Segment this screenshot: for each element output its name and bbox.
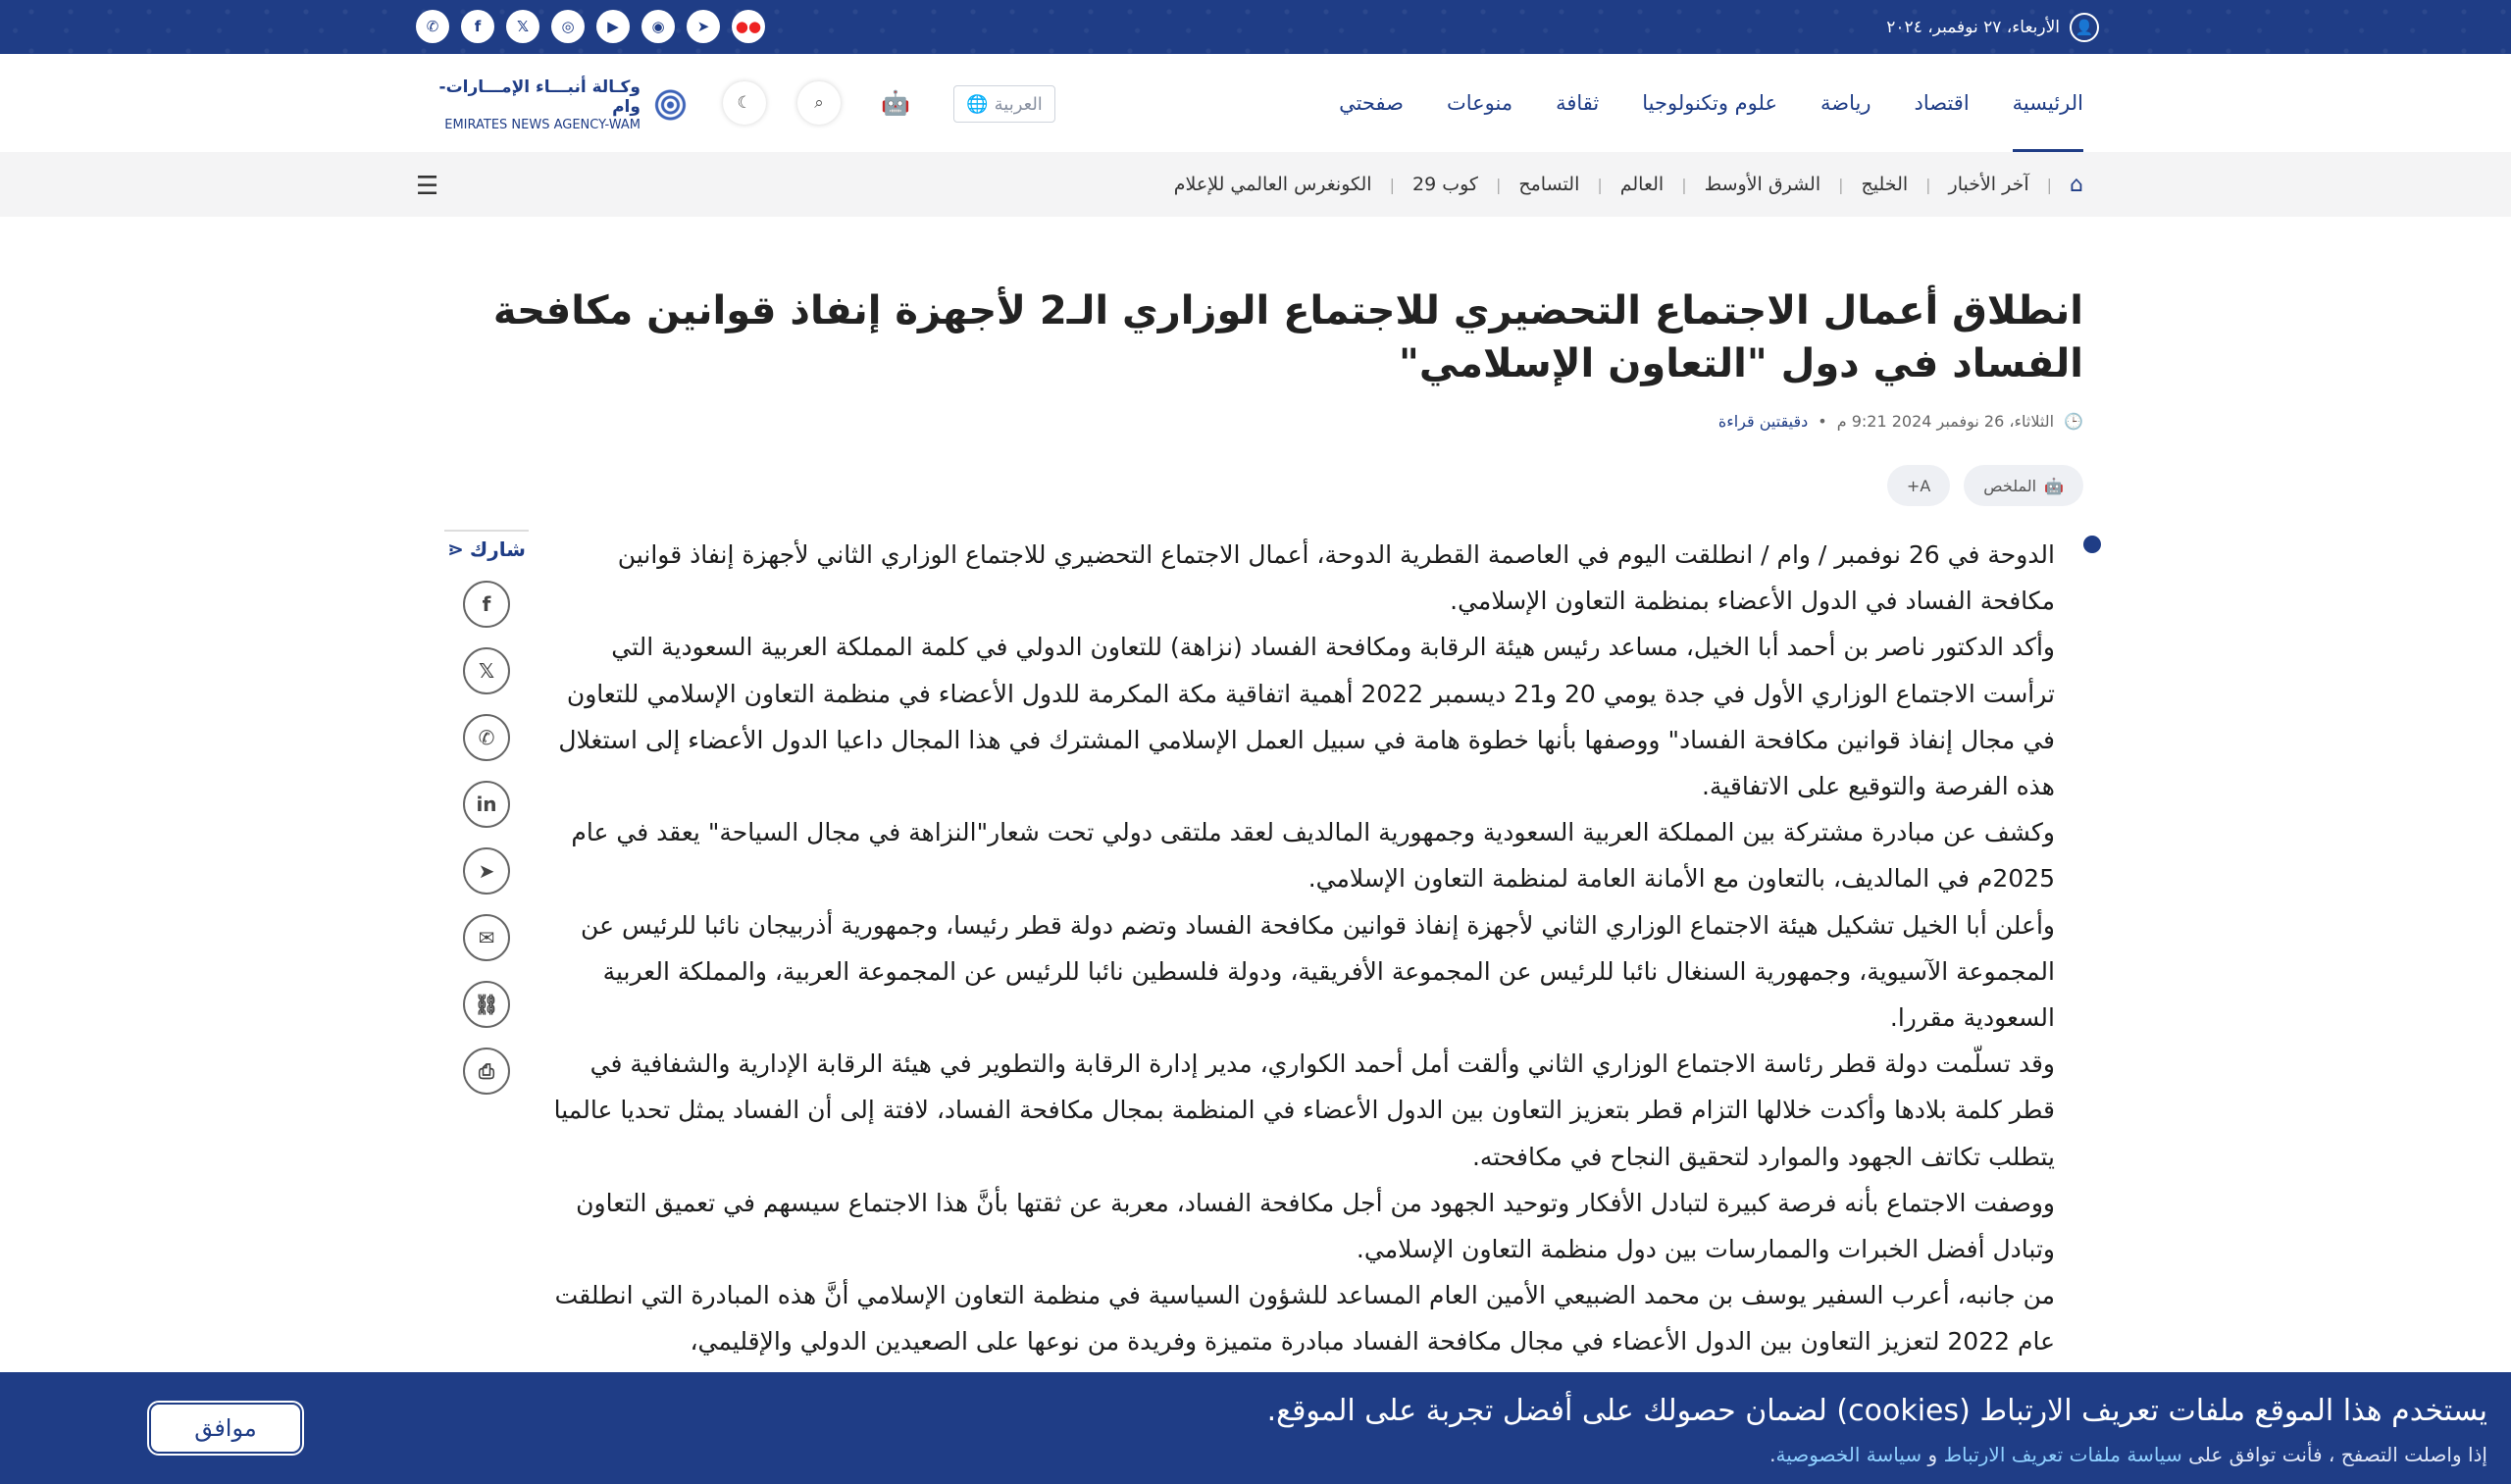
nav-science-tech[interactable]: علوم وتكنولوجيا [1642,91,1777,115]
link-icon: ⛓ [474,993,499,1016]
article-meta [1718,412,2083,431]
search-icon: ⌕ [814,93,824,113]
robot-icon: 🤖 [2044,476,2064,495]
instagram-icon[interactable]: ◎ [551,10,585,43]
cookie-message: يستخدم هذا الموقع ملفات تعريف الارتباط (cookies) لضمان حصولك على أفضل تجربة على الموقع. [1266,1394,2487,1428]
user-icon[interactable]: 👤 [2070,13,2099,42]
subnav-latest[interactable]: آخر الأخبار [1948,174,2029,195]
subnav-tolerance[interactable]: التسامح [1518,174,1580,195]
subnav-middle-east[interactable]: الشرق الأوسط [1704,174,1821,195]
cookie-and: و [1927,1443,1938,1466]
youtube-icon[interactable]: ▶ [596,10,630,43]
privacy-policy-link[interactable]: سياسة الخصوصية [1775,1443,1922,1466]
share-header [444,530,529,561]
share-copy-link-button[interactable] [463,981,510,1028]
article-tools [1887,465,2083,506]
separator: | [2046,175,2053,194]
telegram-icon: ➤ [478,859,495,883]
print-icon: ⎙ [479,1059,494,1083]
top-bar [0,0,2511,54]
nav-sports[interactable]: رياضة [1820,91,1871,115]
nav-misc[interactable]: منوعات [1446,91,1513,115]
cookie-policy-link[interactable]: سياسة ملفات تعريف الارتباط [1943,1443,2182,1466]
article-title: انطلاق أعمال الاجتماع التحضيري للاجتماع الوزاري الـ2 لأجهزة إنفاذ قوانين مكافحة الفساد في دول "التعاون الإسلامي" [492,288,2083,386]
ai-robot-icon[interactable]: 🤖 [881,89,910,117]
telegram-icon[interactable]: ➤ [687,10,720,43]
share-x-button[interactable] [463,647,510,694]
read-time: دقيقتين قراءة [1717,412,1809,431]
x-icon[interactable]: 𝕏 [506,10,539,43]
whatsapp-icon: ✆ [478,726,495,749]
logo-arabic: وكـالة أنبـــاء الإمـــارات-وام [438,77,641,118]
logo-english: EMIRATES NEWS AGENCY-WAM [444,117,641,132]
separator: | [1925,175,1931,194]
subnav-world[interactable]: العالم [1619,174,1665,195]
article-body [544,532,2055,1365]
paragraph: وأكد الدكتور ناصر بن أحمد أبا الخيل، مساعد رئيس هيئة الرقابة ومكافحة الفساد (نزاهة) للتعاون الدولي في كلمة المملكة العربية السعودية التي ترأست الاجتماع الوزاري الأول في جدة يومي 20 و21 ديسمبر 2022 أهمية اتفاقية مكة المكرمة للدول الأعضاء في منظمة التعاون الإسلامي للتعاون في مجال إنفاذ قوانين مكافحة الفساد" ووصفها بأنها خطوة هامة في سبيل العمل الإسلامي المشترك في هذا المجال داعيا الدول الأعضاء إلى استغلال هذه الفرصة والتوقيع على الاتفاقية. [558,633,2055,801]
meta-separator: • [1818,412,1827,431]
facebook-icon[interactable]: f [461,10,494,43]
summary-button[interactable] [1964,465,2083,506]
nav-my-page[interactable]: صفحتي [1339,91,1404,115]
search-button[interactable] [797,81,841,125]
separator: | [1389,175,1395,194]
home-icon[interactable]: ⌂ [2070,172,2083,197]
share-print-button[interactable] [463,1048,510,1095]
facebook-icon: f [482,592,491,616]
rss-icon[interactable]: ◉ [641,10,675,43]
subnav-cop29[interactable]: كوب 29 [1411,174,1478,195]
nav-culture[interactable]: ثقافة [1556,91,1600,115]
share-facebook-button[interactable] [463,581,510,628]
secondary-nav-items [1174,152,2083,217]
share-email-button[interactable] [463,914,510,961]
social-links [416,10,765,43]
globe-icon: 🌐 [966,93,989,115]
nav-home[interactable]: الرئيسية [2013,54,2083,152]
whatsapp-icon[interactable]: ✆ [416,10,449,43]
font-size-label: A+ [1906,476,1931,495]
current-date: الأربعاء، ٢٧ نوفمبر، ٢٠٢٤ [1886,18,2060,37]
agree-button[interactable]: موافق [149,1403,302,1454]
cookie-subtext: إذا واصلت التصفح ، فأنت توافق على سياسة ملفات تعريف الارتباط و سياسة الخصوصية. [1769,1443,2487,1466]
separator: | [1597,175,1603,194]
share-linkedin-button[interactable] [463,781,510,828]
clock-icon: 🕒 [2064,412,2083,431]
dark-mode-button[interactable] [723,81,766,125]
main-header [0,54,2511,152]
subnav-media-congress[interactable]: الكونغرس العالمي للإعلام [1173,174,1372,195]
paragraph: ووصفت الاجتماع بأنه فرصة كبيرة لتبادل الأفكار وتوحيد الجهود من أجل مكافحة الفساد، معربة عن ثقتها بأنَّ هذا الاجتماع سيسهم في تعميق التعاون وتبادل أفضل الخبرات والممارسات بين دول منظمة التعاون الإسلامي. [576,1188,2055,1264]
email-icon: ✉ [478,926,495,949]
logo-mark-icon [650,84,691,126]
paragraph: وكشف عن مبادرة مشتركة بين المملكة العربية السعودية وجمهورية المالديف لعقد ملتقى دولي تحت شعار"النزاهة في مجال السياحة" يعقد في عام 2025م في المالديف، بالتعاون مع الأمانة العامة لمنظمة التعاون الإسلامي. [571,818,2055,894]
cookie-banner [0,1372,2511,1484]
secondary-nav [0,152,2511,217]
paragraph: من جانبه، أعرب السفير يوسف بن محمد الضبيعي الأمين العام المساعد للشؤون السياسية في منظمة التعاون الإسلامي أنَّ هذه المبادرة التي انطلقت عام 2022 لتعزيز التعاون بين الدول الأعضاء في مجال مكافحة الفساد مبادرة متميزة وفريدة من نوعها على الصعيدين الدولي والإقليمي، [554,1281,2055,1356]
font-size-button[interactable] [1887,465,1950,506]
separator: | [1681,175,1687,194]
language-button[interactable] [953,85,1055,123]
share-whatsapp-button[interactable] [463,714,510,761]
separator: | [1495,175,1502,194]
nav-economy[interactable]: اقتصاد [1914,91,1970,115]
paragraph: وقد تسلّمت دولة قطر رئاسة الاجتماع الوزاري الثاني وألقت أمل أحمد الكواري، مدير إدارة الرقابة والتطوير في هيئة الرقابة الإدارية والشفافية في قطر كلمة بلادها وأكدت خلالها التزام قطر بتعزيز التعاون بين الدول الأعضاء في المنظمة بمجال مكافحة الفساد، لافتة إلى أن الفساد يمثل تحديا عالميا يتطلب تكاتف الجهود والموارد لتحقيق النجاح في مكافحته. [553,1049,2055,1171]
paragraph: الدوحة في 26 نوفمبر / وام / انطلقت اليوم في العاصمة القطرية الدوحة، أعمال الاجتماع التحضيري للاجتماع الوزاري الثاني لأجهزة إنفاذ قوانين مكافحة الفساد في الدول الأعضاء بمنظمة التعاون الإسلامي. [617,540,2055,616]
hamburger-menu-icon[interactable]: ☰ [416,172,439,201]
paragraph-marker [2083,536,2101,553]
separator: | [1838,175,1844,194]
share-column [444,530,529,1095]
x-icon: 𝕏 [478,659,495,683]
article-date: الثلاثاء، 26 نوفمبر 2024 9:21 م [1836,412,2055,431]
paragraph: وأعلن أبا الخيل تشكيل هيئة الاجتماع الوزاري الثاني لأجهزة إنفاذ قوانين مكافحة الفساد وتضم دولة قطر رئيسا، وجمهورية أذربيجان نائبا للرئيس عن المجموعة الآسيوية، وجمهورية السنغال نائبا للرئيس عن المجموعة الأفريقية، ودولة فلسطين نائبا للرئيس عن المجموعة العربية، والمملكة العربية السعودية مقررا. [581,910,2055,1033]
main-nav [1339,54,2083,152]
date-box [1886,13,2099,42]
moon-icon: ☾ [737,93,752,113]
flickr-icon[interactable]: ●● [732,10,765,43]
subnav-gulf[interactable]: الخليج [1861,174,1909,195]
wam-logo[interactable] [416,77,691,132]
share-icon: ⋖ [447,537,464,561]
linkedin-icon: in [476,793,497,816]
cookie-sub-prefix: إذا واصلت التصفح ، فأنت توافق على [2188,1443,2487,1466]
logo-text [416,77,641,132]
share-label: شارك [469,537,526,561]
share-telegram-button[interactable] [463,847,510,895]
language-label: العربية [994,93,1043,115]
summary-label: الملخص [1983,476,2037,495]
